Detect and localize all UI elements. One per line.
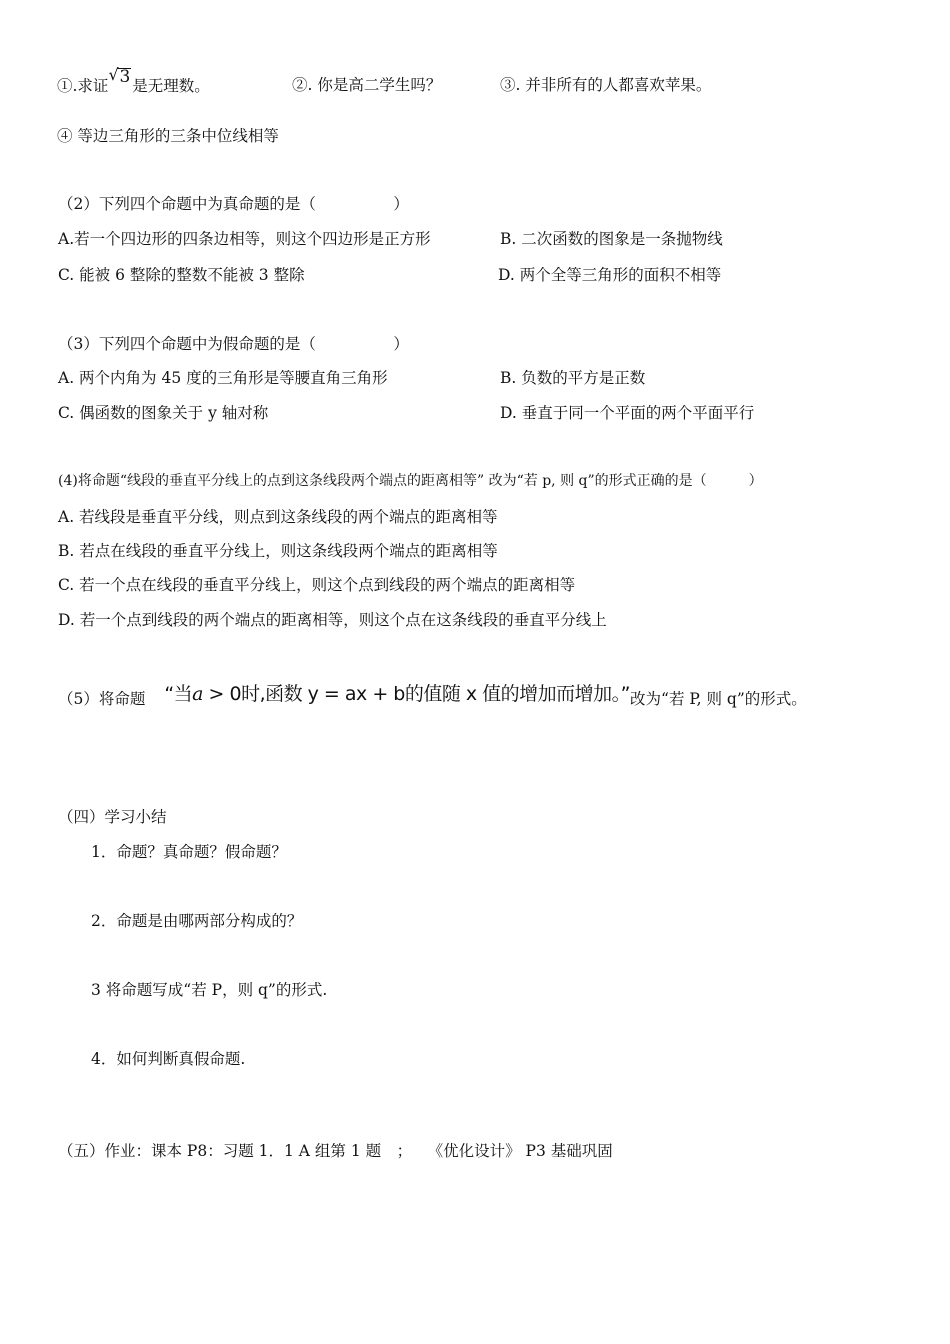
- q3-option-b: B. 负数的平方是正数: [500, 369, 646, 387]
- summary-item-2: 2．命题是由哪两部分构成的？: [91, 912, 303, 930]
- intro-item-1: [57, 65, 210, 96]
- q4-option-a: A. 若线段是垂直平分线，则点到这条线段的两个端点的距离相等: [58, 508, 498, 526]
- intro-item-4: ④ 等边三角形的三条中位线相等: [57, 127, 279, 145]
- q3-option-d: D. 垂直于同一个平面的两个平面平行: [500, 404, 755, 422]
- homework-line: （五）作业：课本 P8：习题 1．1 A 组第 1 题 ； 《优化设计》 P3 基础巩固: [58, 1142, 613, 1160]
- q4-option-b: B. 若点在线段的垂直平分线上，则这条线段两个端点的距离相等: [58, 542, 498, 560]
- q3-option-a: A. 两个内角为 45 度的三角形是等腰直角三角形: [58, 369, 388, 387]
- intro-item-3: ③. 并非所有的人都喜欢苹果。: [500, 76, 712, 94]
- q3-option-c: C. 偶函数的图象关于 y 轴对称: [58, 404, 269, 422]
- q2-stem: （2）下列四个命题中为真命题的是（ ）: [58, 195, 409, 213]
- q3-stem: （3）下列四个命题中为假命题的是（ ）: [58, 335, 409, 353]
- q2-option-b: B. 二次函数的图象是一条抛物线: [500, 230, 723, 248]
- q5-line: [58, 683, 807, 710]
- q2-option-c: C. 能被 6 整除的整数不能被 3 整除: [58, 266, 305, 284]
- radicand: 3: [119, 67, 131, 87]
- summary-item-4: 4．如何判断真假命题.: [91, 1050, 246, 1068]
- q4-option-c: C. 若一个点在线段的垂直平分线上，则这个点到线段的两个端点的距离相等: [58, 576, 576, 594]
- q5-formula-variable: a: [192, 683, 203, 705]
- q2-option-d: D. 两个全等三角形的面积不相等: [498, 266, 722, 284]
- intro-item-1-prefix: ①.求证: [57, 77, 109, 95]
- q2-option-a: A.若一个四边形的四条边相等，则这个四边形是正方形: [58, 230, 431, 248]
- q5-prefix: （5）将命题: [58, 690, 146, 708]
- intro-item-2: ②. 你是高二学生吗？: [292, 76, 442, 94]
- q4-option-d: D. 若一个点到线段的两个端点的距离相等，则这个点在这条线段的垂直平分线上: [58, 611, 607, 629]
- sqrt-expression: [108, 65, 131, 96]
- summary-item-3: 3 将命题写成“若 P，则 q”的形式.: [91, 981, 328, 999]
- q5-suffix: 改为“若 P, 则 q”的形式。: [630, 690, 807, 708]
- radical-sign-icon: √: [108, 65, 119, 84]
- q5-formula: “当a > 0时,函数 y = ax + b的值随 x 值的增加而增加。”: [164, 683, 631, 705]
- intro-item-1-suffix: 是无理数。: [132, 77, 210, 95]
- q4-stem: (4)将命题“线段的垂直平分线上的点到这条线段两个端点的距离相等” 改为“若 p, 则 q”的形式正确的是（ ）: [58, 473, 763, 489]
- summary-heading: （四）学习小结: [58, 808, 167, 826]
- summary-item-1: 1．命题？真命题？假命题？: [91, 843, 287, 861]
